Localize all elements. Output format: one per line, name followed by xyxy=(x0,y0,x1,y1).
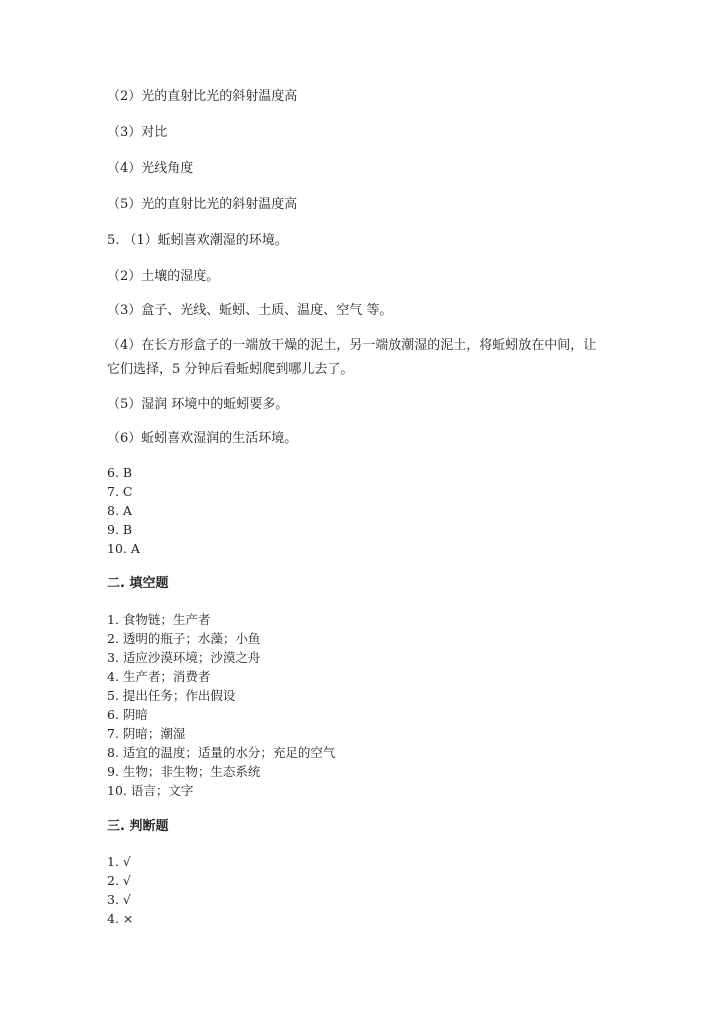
judge-answer: 3. √ xyxy=(107,892,131,907)
judge-answer: 1. √ xyxy=(107,854,131,869)
choice-answer: 9. B xyxy=(107,522,133,537)
answer-line: 5. （1）蚯蚓喜欢潮湿的环境。 xyxy=(107,233,288,248)
judge-answer: 4. × xyxy=(107,911,134,926)
choice-answer: 8. A xyxy=(107,503,132,518)
fill-answer: 9. 生物；非生物；生态系统 xyxy=(107,764,261,779)
answer-line: （6）蚯蚓喜欢湿润的生活环境。 xyxy=(107,431,298,446)
answer-line: （5）湿润 环境中的蚯蚓要多。 xyxy=(107,397,289,412)
fill-answer: 4. 生产者；消费者 xyxy=(107,669,211,684)
fill-answer: 6. 阴暗 xyxy=(107,707,148,722)
fill-answer: 5. 提出任务；作出假设 xyxy=(107,688,236,703)
fill-answer: 2. 透明的瓶子；水藻；小鱼 xyxy=(107,631,261,646)
judge-answer: 2. √ xyxy=(107,873,131,888)
fill-answer: 3. 适应沙漠环境；沙漠之舟 xyxy=(107,650,261,665)
answer-paragraph: （4）在长方形盒子的一端放干燥的泥土，另一端放潮湿的泥土，将蚯蚓放在中间，让它们选择，5 分钟后看蚯蚓爬到哪儿去了。 xyxy=(107,338,597,377)
fill-answer: 1. 食物链；生产者 xyxy=(107,612,211,627)
fill-answer: 8. 适宜的温度；适量的水分；充足的空气 xyxy=(107,745,336,760)
answer-line: （5）光的直射比光的斜射温度高 xyxy=(107,197,298,212)
answer-line: （3）对比 xyxy=(107,125,168,140)
answer-line: （2）土壤的湿度。 xyxy=(107,269,220,284)
answer-line: （4）光线角度 xyxy=(107,161,194,176)
answer-line: （2）光的直射比光的斜射温度高 xyxy=(107,89,298,104)
fill-answer: 7. 阴暗；潮湿 xyxy=(107,726,186,741)
answer-line: （3）盒子、光线、蚯蚓、土质、温度、空气 等。 xyxy=(107,303,393,318)
section-heading: 二. 填空题 xyxy=(107,576,169,591)
section-heading: 三. 判断题 xyxy=(107,819,169,834)
choice-answer: 10. A xyxy=(107,541,140,556)
fill-answer: 10. 语言；文字 xyxy=(107,783,194,798)
choice-answer: 7. C xyxy=(107,484,133,499)
choice-answer: 6. B xyxy=(107,465,133,480)
